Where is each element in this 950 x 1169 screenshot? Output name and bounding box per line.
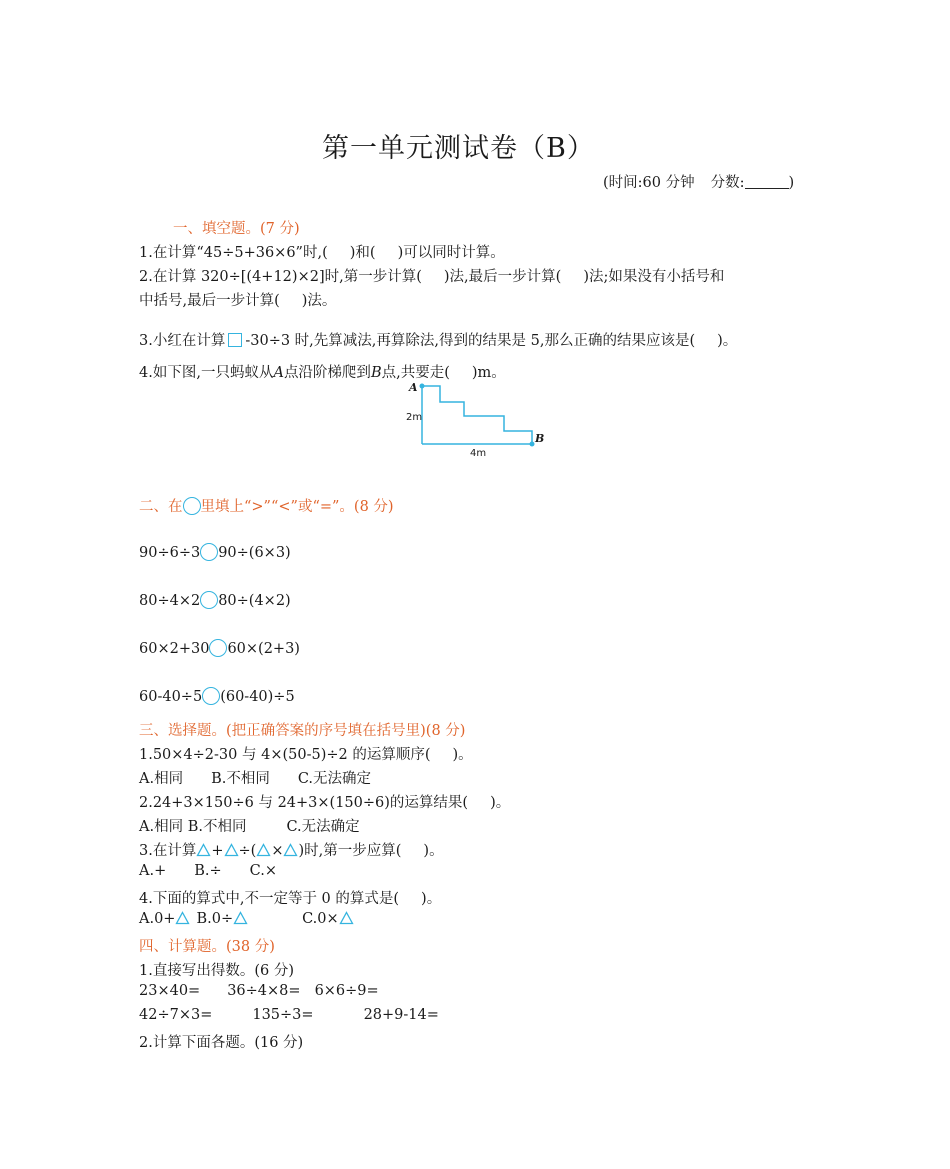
time-info: (时间:60 分钟: [603, 175, 695, 191]
height-label: 2m: [406, 412, 423, 423]
triangle-icon: [283, 843, 298, 857]
triangle-icon: [175, 911, 190, 925]
s4-question-1: 1.直接写出得数。(6 分): [139, 963, 294, 979]
compare-item-1: 90÷6÷3 90÷(6×3): [139, 545, 291, 561]
s1-question-4: 4.如下图,一只蚂蚁从A点沿阶梯爬到B点,共要走( )m。: [139, 365, 506, 381]
calc-row-1: 23×40= 36÷4×8= 6×6÷9=: [139, 983, 379, 999]
s3-question-3: 3.在计算 + ÷( × )时,第一步应算( )。: [139, 843, 444, 859]
s1-question-2-cont: 中括号,最后一步计算( )法。: [139, 293, 337, 309]
section-2-heading: 二、在 里填上“>”“<”或“=”。(8 分): [139, 499, 394, 515]
page-title: 第一单元测试卷（B）: [322, 133, 595, 164]
s4-question-2: 2.计算下面各题。(16 分): [139, 1035, 304, 1051]
score-blank[interactable]: [745, 174, 789, 189]
label-a: A: [409, 381, 418, 394]
staircase-figure: [400, 378, 555, 460]
s3-q4-options: A.0+ B.0÷ C.0×: [139, 911, 354, 927]
triangle-icon: [233, 911, 248, 925]
answer-circle[interactable]: [200, 543, 218, 561]
triangle-icon: [224, 843, 239, 857]
triangle-icon: [196, 843, 211, 857]
s1-question-1: 1.在计算“45÷5+36×6”时,( )和( )可以同时计算。: [139, 245, 505, 261]
point-a-dot: [420, 384, 425, 389]
s3-q2-options: A.相同 B.不相同 C.无法确定: [139, 819, 360, 835]
s1-question-2: 2.在计算 320÷[(4+12)×2]时,第一步计算( )法,最后一步计算( )法;如果没有小括号和: [139, 269, 725, 285]
s1-question-3: 3.小红在计算 -30÷3 时,先算减法,再算除法,得到的结果是 5,那么正确的结果应该是( )。: [139, 333, 738, 349]
exam-meta: (时间:60 分钟 分数: ): [603, 175, 795, 191]
label-b: B: [535, 432, 545, 445]
compare-item-2: 80÷4×2 80÷(4×2): [139, 593, 291, 609]
s3-question-2: 2.24+3×150÷6 与 24+3×(150÷6)的运算结果( )。: [139, 795, 511, 811]
circle-icon: [183, 497, 201, 515]
stair-path: [422, 386, 532, 444]
triangle-icon: [256, 843, 271, 857]
section-4-heading: 四、计算题。(38 分): [139, 939, 275, 955]
calc-row-2: 42÷7×3= 135÷3= 28+9-14=: [139, 1007, 439, 1023]
width-label: 4m: [470, 448, 487, 459]
answer-circle[interactable]: [200, 591, 218, 609]
unknown-box-icon: [228, 333, 242, 347]
section-3-heading: 三、选择题。(把正确答案的序号填在括号里)(8 分): [139, 723, 466, 739]
compare-item-3: 60×2+30 60×(2+3): [139, 641, 300, 657]
answer-circle[interactable]: [209, 639, 227, 657]
score-label: 分数:: [710, 175, 745, 191]
point-b-dot: [530, 442, 535, 447]
s3-question-4: 4.下面的算式中,不一定等于 0 的算式是( )。: [139, 891, 442, 907]
answer-circle[interactable]: [202, 687, 220, 705]
triangle-icon: [339, 911, 354, 925]
compare-item-4: 60-40÷5 (60-40)÷5: [139, 689, 295, 705]
section-1-heading: 一、填空题。(7 分): [173, 221, 300, 237]
s3-q1-options: A.相同 B.不相同 C.无法确定: [139, 771, 372, 787]
s3-question-1: 1.50×4÷2-30 与 4×(50-5)÷2 的运算顺序( )。: [139, 747, 473, 763]
s3-q3-options: A.+ B.÷ C.×: [139, 863, 277, 879]
